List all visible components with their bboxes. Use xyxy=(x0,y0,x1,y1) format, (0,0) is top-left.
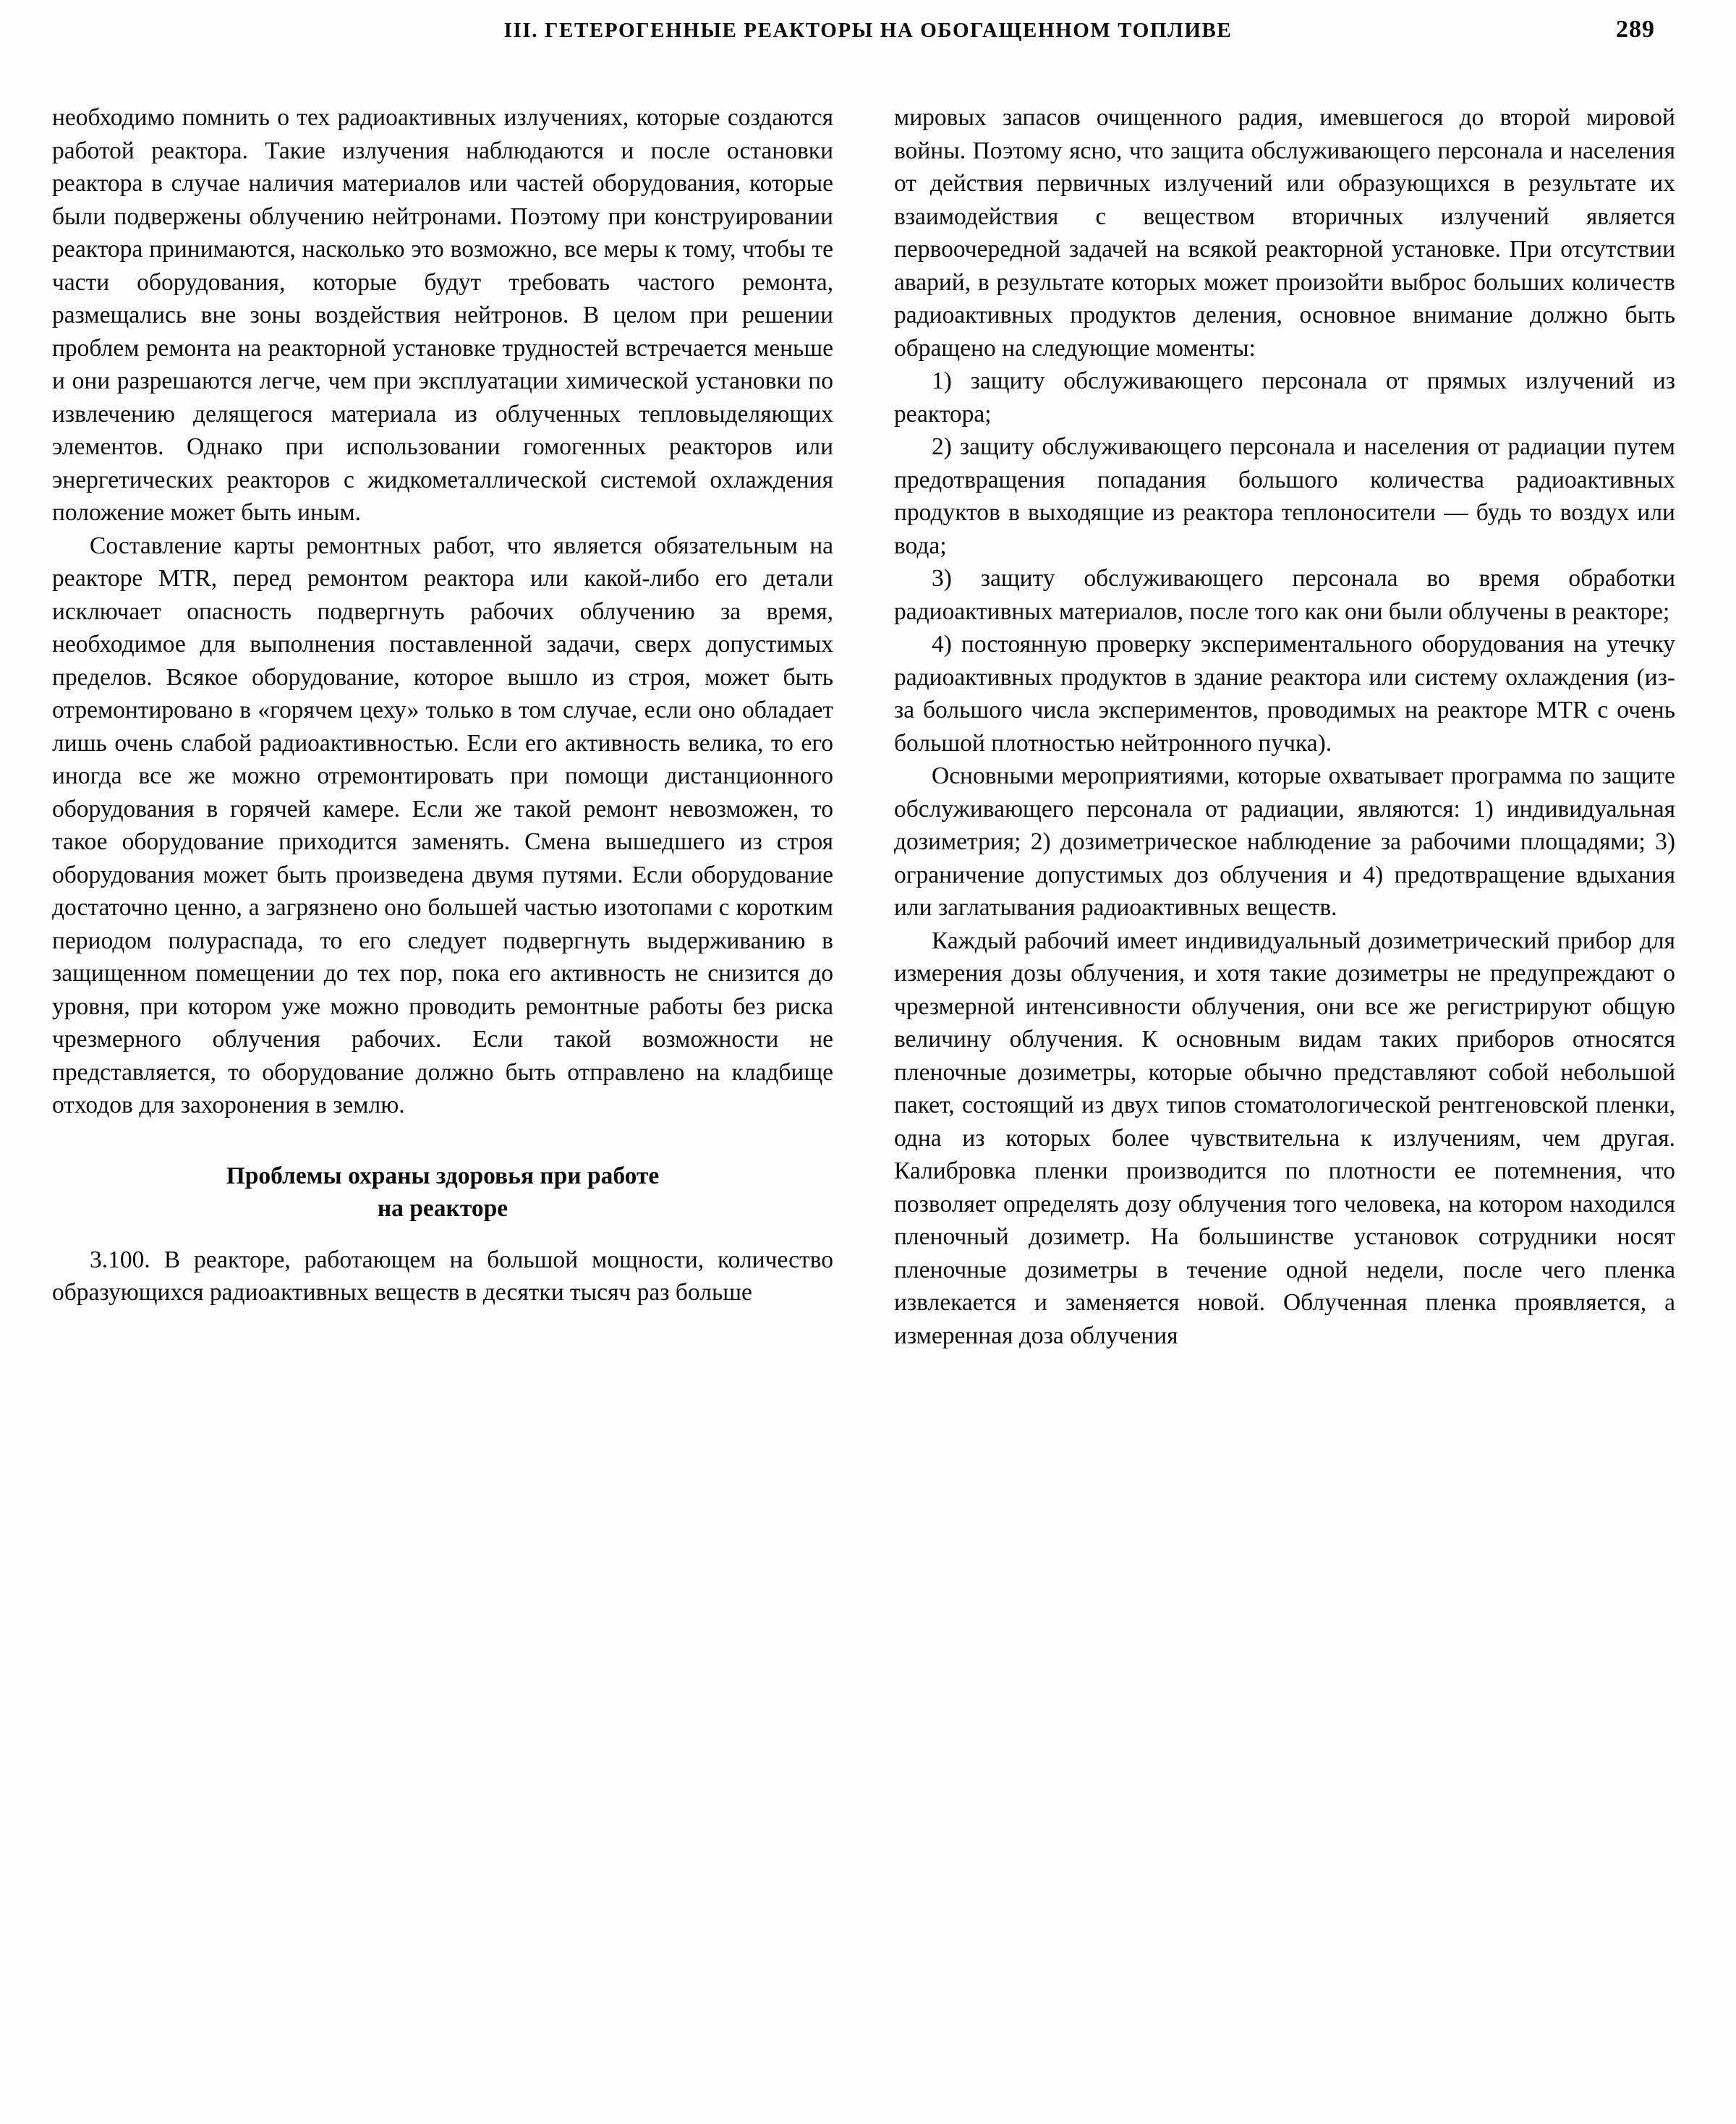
section-heading-line-1: Проблемы охраны здоровья при работе xyxy=(226,1162,660,1189)
left-column xyxy=(52,101,833,2081)
right-column xyxy=(894,101,1675,2081)
paragraph: Каждый рабочий имеет индивидуальный дозиметрический прибор для измерения дозы облучения, и хотя такие дозиметры не предупреждают о чрезмерной интенсивности облучения, они все же регистрируют общую величину облучения. К основным видам таких приборов относятся пленочные дозиметры, которые обычно представляют собой небольшой пакет, состоящий из двух типов стоматологической рентгеновской пленки, одна из которых более чувствительна к излучениям, чем другая. Калибровка пленки производится по плотности ее потемнения, что позволяет определять дозу облучения того человека, на котором находился пленочный дозиметр. На большинстве установок сотрудники носят пленочные дозиметры в течение одной недели, после чего пленка извлекается и заменяется новой. Облученная пленка проявляется, а измеренная доза облучения xyxy=(894,927,1675,1349)
page-header xyxy=(0,19,1736,62)
paragraph: мировых запасов очищенного радия, имевшегося до второй мировой войны. Поэтому ясно, что защита обслуживающего персонала и населения от действия первичных излучений или образующихся в результате их взаимодействия с веществом вторичных излучений является первоочередной задачей на всякой реакторной установке. При отсутствии аварий, в результате которых может произойти выброс больших количеств радиоактивных продуктов деления, основное внимание должно быть обращено на следующие моменты: xyxy=(894,104,1675,362)
list-item: 3) защиту обслуживающего персонала во время обработки радиоактивных материалов, после того как они были облучены в реакторе; xyxy=(894,565,1675,625)
list-item: 2) защиту обслуживающего персонала и населения от радиации путем предотвращения попадания большого количества радиоактивных продуктов в выходящие из реактора теплоносители — будь то воздух или вода; xyxy=(894,433,1675,559)
section-heading-line-2: на реакторе xyxy=(377,1194,509,1222)
paragraph-numbered: 3.100. В реакторе, работающем на большой мощности, количество образующихся радиоактивных веществ в десятки тысяч раз больше xyxy=(52,1246,833,1306)
list-item: 4) постоянную проверку экспериментального оборудования на утечку радиоактивных продуктов в здание реактора или систему охлаждения (из-за большого числа экспериментов, проводимых на реакторе MTR с очень большой плотностью нейтронного пучка). xyxy=(894,631,1675,757)
paragraph: Основными мероприятиями, которые охватывает программа по защите обслуживающего персонала от радиации, являются: 1) индивидуальная дозиметрия; 2) дозиметрическое наблюдение за рабочими площадями; 3) ограничение допустимых доз облучения и 4) предотвращение вдыхания или заглатывания радиоактивных веществ. xyxy=(894,762,1675,921)
page-number: 289 xyxy=(1616,16,1655,43)
paragraph: необходимо помнить о тех радиоактивных излучениях, которые создаются работой реактора. Такие излучения наблюдаются и после остановки реактора в случае наличия материалов или частей оборудования, которые были подвержены облучению нейтронами. Поэтому при конструировании реактора принимаются, насколько это возможно, все меры к тому, чтобы те части оборудования, которые будут требовать частого ремонта, размещались вне зоны воздействия нейтронов. В целом при решении проблем ремонта на реакторной установке трудностей встречается меньше и они разрешаются легче, чем при эксплуатации химической установки по извлечению делящегося материала из облученных тепловыделяющих элементов. Однако при использовании гомогенных реакторов или энергетических реакторов с жидкометаллической системой охлаждения положение может быть иным. xyxy=(52,104,833,526)
list-item: 1) защиту обслуживающего персонала от прямых излучений из реактора; xyxy=(894,368,1675,428)
section-heading xyxy=(52,1160,833,1225)
running-title: III. ГЕТЕРОГЕННЫЕ РЕАКТОРЫ НА ОБОГАЩЕННОМ ТОПЛИВЕ xyxy=(503,19,1233,42)
text-columns xyxy=(52,101,1684,2081)
paragraph: Составление карты ремонтных работ, что является обязательным на реакторе MTR, перед ремонтом реактора или какой-либо его детали исключает опасность подвергнуть рабочих облучению за время, необходимое для выполнения поставленной задачи, сверх допустимых пределов. Всякое оборудование, которое вышло из строя, может быть отремонтировано в «горячем цеху» только в том случае, если оно обладает лишь очень слабой радиоактивностью. Если его активность велика, то его иногда все же можно отремонтировать при помощи дистанционного оборудования в горячей камере. Если же такой ремонт невозможен, то такое оборудование приходится заменять. Смена вышедшего из строя оборудования может быть произведена двумя путями. Если оборудование достаточно ценно, а загрязнено оно большей частью изотопами с коротким периодом полураспада, то его следует подвергнуть выдерживанию в защищенном помещении до тех пор, пока его активность не снизится до уровня, при котором уже можно проводить ремонтные работы без риска чрезмерного облучения рабочих. Если такой возможности не представляется, то оборудование должно быть отправлено на кладбище отходов для захоронения в землю. xyxy=(52,532,833,1118)
